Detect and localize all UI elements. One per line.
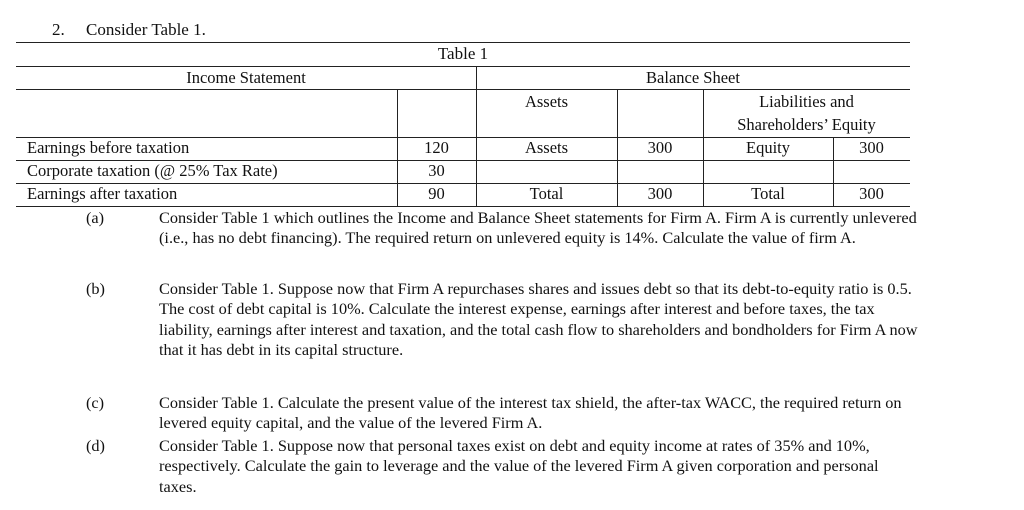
row-label-corporate-taxation: Corporate taxation (@ 25% Tax Rate): [27, 161, 278, 180]
bs-total-liab-label: Total: [751, 184, 785, 203]
question-text-b: Consider Table 1. Suppose now that Firm A repurchases shares and issues debt so that its debt-to-equity ratio is 0.5. The cost of debt capital is 10%. Calculate the interest expense, earnings after interest and before taxes, the tax liability, earnings after interest and taxation, and the total cash flow to shareholders and bondholders for Firm A now that it has debt in its capital structure.: [159, 279, 918, 359]
row-value-corporate-taxation: 30: [428, 161, 445, 180]
table-bottom-rule: [16, 206, 910, 207]
question-title: Consider Table 1.: [86, 20, 206, 39]
bs-assets-label: Assets: [524, 138, 569, 157]
row-label-earnings-before-tax: Earnings before taxation: [27, 138, 190, 157]
question-label-c: (c): [86, 393, 105, 412]
income-statement-header: Income Statement: [186, 68, 306, 87]
question-label-a: (a): [86, 208, 105, 227]
bs-equity-label: Equity: [746, 138, 790, 157]
caption-rule: [16, 66, 910, 67]
bs-total-assets-value: 300: [647, 184, 673, 203]
bs-assets-value: 300: [647, 138, 673, 157]
header-rule: [16, 89, 910, 90]
question-label-b: (b): [86, 279, 105, 298]
row-value-earnings-before-tax: 120: [424, 138, 449, 157]
assets-header: Assets: [524, 92, 569, 111]
bs-total-assets-label: Total: [529, 184, 564, 203]
row-value-earnings-after-tax: 90: [428, 184, 445, 203]
liabilities-header-line1: Liabilities and: [759, 92, 854, 111]
bs-equity-value: 300: [859, 138, 884, 157]
question-number: 2.: [52, 20, 65, 39]
question-text-c: Consider Table 1. Calculate the present value of the interest tax shield, the after-tax WACC, the required return on levered equity capital, and the value of the levered Firm A.: [159, 393, 902, 433]
table-top-rule: [16, 42, 910, 43]
question-label-d: (d): [86, 436, 105, 455]
balance-sheet-header: Balance Sheet: [646, 68, 740, 87]
question-text-a: Consider Table 1 which outlines the Income and Balance Sheet statements for Firm A. Firm A is currently unlevered (i.e., has no debt financing). The required return on unlevered equity is 14%. Calculate the value of firm A.: [159, 208, 917, 248]
bs-total-liab-value: 300: [859, 184, 884, 203]
question-heading: [52, 20, 206, 40]
liabilities-header-line2: Shareholders’ Equity: [737, 115, 876, 134]
table-caption: Table 1: [437, 44, 489, 63]
question-text-d: Consider Table 1. Suppose now that personal taxes exist on debt and equity income at rates of 35% and 10%, respectively. Calculate the gain to leverage and the value of the levered Firm A given corporation and personal taxes.: [159, 436, 879, 496]
row-label-earnings-after-tax: Earnings after taxation: [27, 184, 178, 203]
